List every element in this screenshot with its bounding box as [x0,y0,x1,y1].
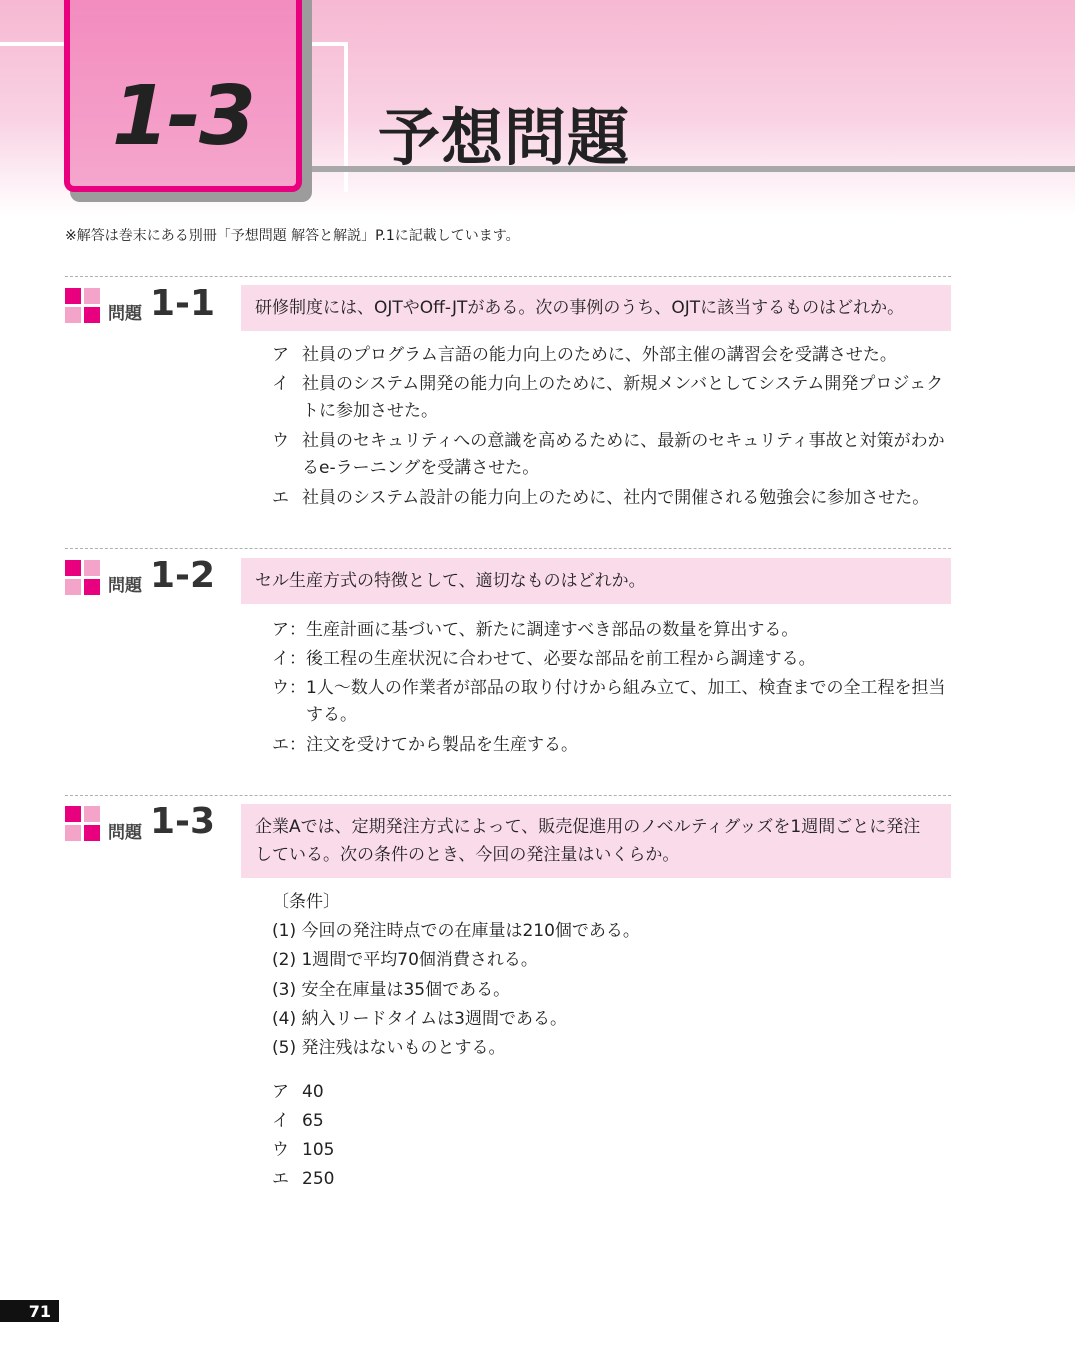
option-item [272,1108,952,1135]
option-label: ア [272,345,289,365]
option-item [272,1137,952,1164]
question-number: 1-1 [150,283,216,324]
condition-item: (5) 発注残はないものとする。 [272,1038,506,1058]
question-mark-icon [65,288,101,324]
option-text: 250 [302,1169,335,1189]
chapter-number: 1-3 [111,68,255,164]
option-item [272,1079,952,1106]
option-text: 後工程の生産状況に合わせて、必要な部品を前工程から調達する。 [306,649,816,669]
option-label: イ [272,374,289,394]
answer-note: ※解答は巻末にある別冊「予想問題 解答と解説」P.1に記載しています。 [65,228,520,244]
question-number: 1-2 [150,555,216,596]
section-divider [65,276,951,277]
option-item [272,646,952,673]
option-item [272,1166,952,1193]
page-number: 71 [0,1300,59,1322]
condition-item: (1) 今回の発注時点での在庫量は210個である。 [272,921,640,941]
option-item [272,428,952,482]
question-mark-icon [65,560,101,596]
option-text: 社員のセキュリティへの意識を高めるために、最新のセキュリティ事故と対策がわかるe-ラーニングを受講させた。 [302,431,945,478]
option-text: 社員のプログラム言語の能力向上のために、外部主催の講習会を受講させた。 [302,345,897,365]
option-label: エ [272,1169,289,1189]
option-label: ウ [272,1140,289,1160]
option-text: 社員のシステム開発の能力向上のために、新規メンバとしてシステム開発プロジェクトに参加させた。 [302,374,944,421]
question-text: 企業Aでは、定期発注方式によって、販売促進用のノベルティグッズを1週間ごとに発注している。次の条件のとき、今回の発注量はいくらか。 [241,804,951,878]
condition-item: (3) 安全在庫量は35個である。 [272,980,511,1000]
option-text: 社員のシステム設計の能力向上のために、社内で開催される勉強会に参加させた。 [302,488,930,508]
option-item [272,342,952,369]
question-text: 研修制度には、OJTやOff-JTがある。次の事例のうち、OJTに該当するものはどれか。 [241,285,951,331]
option-text: 1人～数人の作業者が部品の取り付けから組み立て、加工、検査までの全工程を担当する。 [306,678,946,725]
option-label: ウ： [272,678,306,698]
question-mark-icon [65,806,101,842]
option-item [272,485,952,512]
chapter-title: 予想問題 [378,101,631,174]
question-text: セル生産方式の特徴として、適切なものはどれか。 [241,558,951,604]
option-text: 105 [302,1140,335,1160]
option-label: イ [272,1111,289,1131]
section-divider [65,548,951,549]
option-item [272,371,952,425]
question-label: 問題 [108,576,142,596]
condition-item: (4) 納入リードタイムは3週間である。 [272,1009,567,1029]
option-label: エ [272,488,289,508]
question-label: 問題 [108,304,142,324]
option-text: 注文を受けてから製品を生産する。 [306,735,578,755]
option-label: ア [272,1082,289,1102]
question-number: 1-3 [150,801,216,842]
question-label: 問題 [108,823,142,843]
option-label: エ： [272,735,306,755]
chapter-box [64,0,302,192]
section-divider [65,795,951,796]
conditions-title: 〔条件〕 [272,892,340,912]
option-item [272,675,952,729]
option-item [272,732,952,759]
option-item [272,617,952,644]
option-text: 65 [302,1111,324,1131]
option-label: イ： [272,649,306,669]
option-label: ウ [272,431,289,451]
option-label: ア： [272,620,306,640]
condition-item: (2) 1週間で平均70個消費される。 [272,950,538,970]
option-text: 生産計画に基づいて、新たに調達すべき部品の数量を算出する。 [306,620,799,640]
option-text: 40 [302,1082,324,1102]
